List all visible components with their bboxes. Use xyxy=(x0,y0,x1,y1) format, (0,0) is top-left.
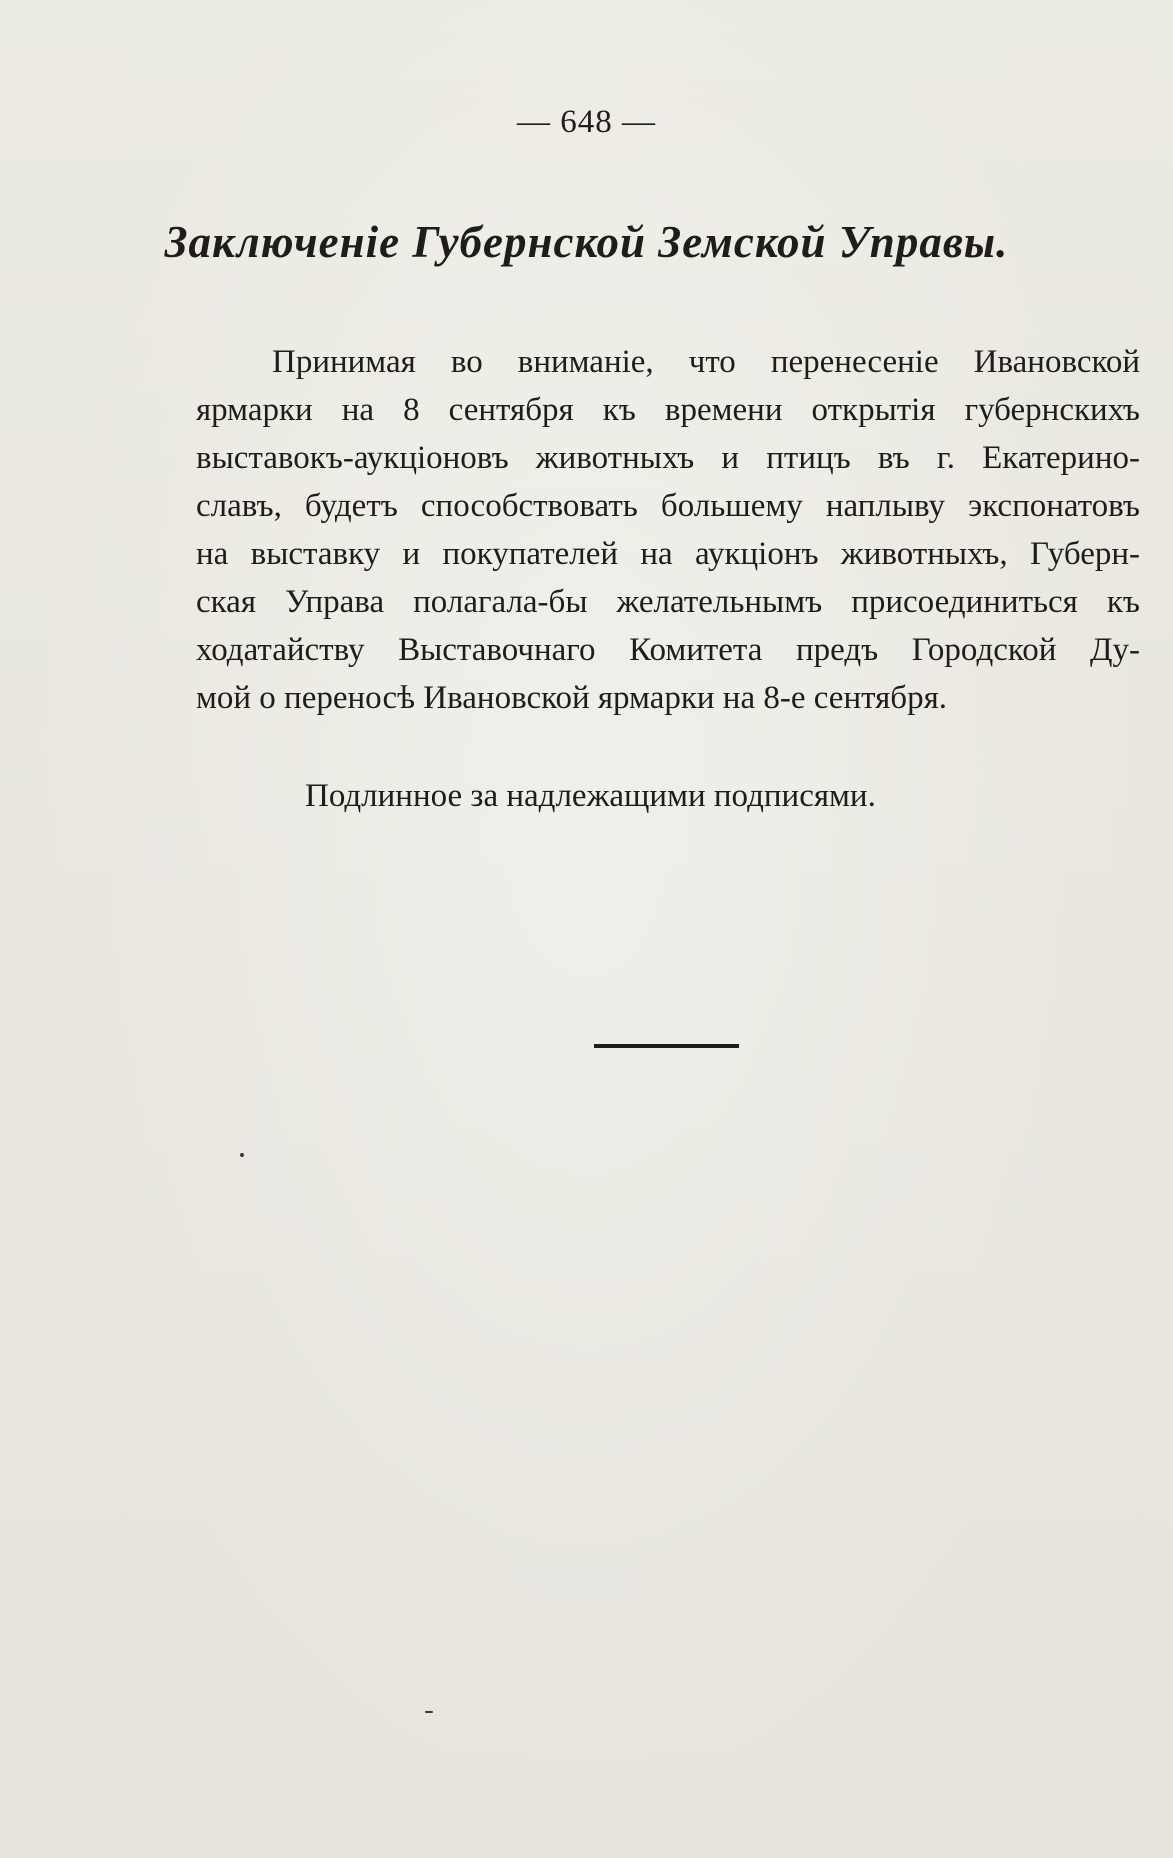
ink-speck xyxy=(240,1153,244,1157)
section-heading: Заключеніе Губернской Земской Управы. xyxy=(164,217,1009,267)
page-number: — 648 — xyxy=(517,104,656,140)
signature-note: Подлинное за надлежащими подписями. xyxy=(305,778,876,814)
body-line: Принимая во вниманіе, что перенесеніе Ивановской xyxy=(272,344,1140,380)
body-line: мой о переносѣ Ивановской ярмарки на 8-е сентября. xyxy=(196,680,947,716)
body-line: ходатайству Выставочнаго Комитета предъ Городской Ду- xyxy=(196,632,1140,668)
body-line: на выставку и покупателей на аукціонъ животныхъ, Губерн- xyxy=(196,536,1140,572)
body-line: славъ, будетъ способствовать большему наплыву экспонатовъ xyxy=(196,488,1140,524)
body-line: ская Управа полагала-бы желательнымъ присоединиться къ xyxy=(196,584,1140,620)
ink-speck xyxy=(425,1711,433,1713)
body-line: выставокъ-аукціоновъ животныхъ и птицъ въ г. Екатерино- xyxy=(196,440,1140,476)
body-line: ярмарки на 8 сентября къ времени открытія губернскихъ xyxy=(196,392,1140,428)
body-paragraph xyxy=(196,338,1140,722)
closing-rule xyxy=(594,1044,739,1048)
